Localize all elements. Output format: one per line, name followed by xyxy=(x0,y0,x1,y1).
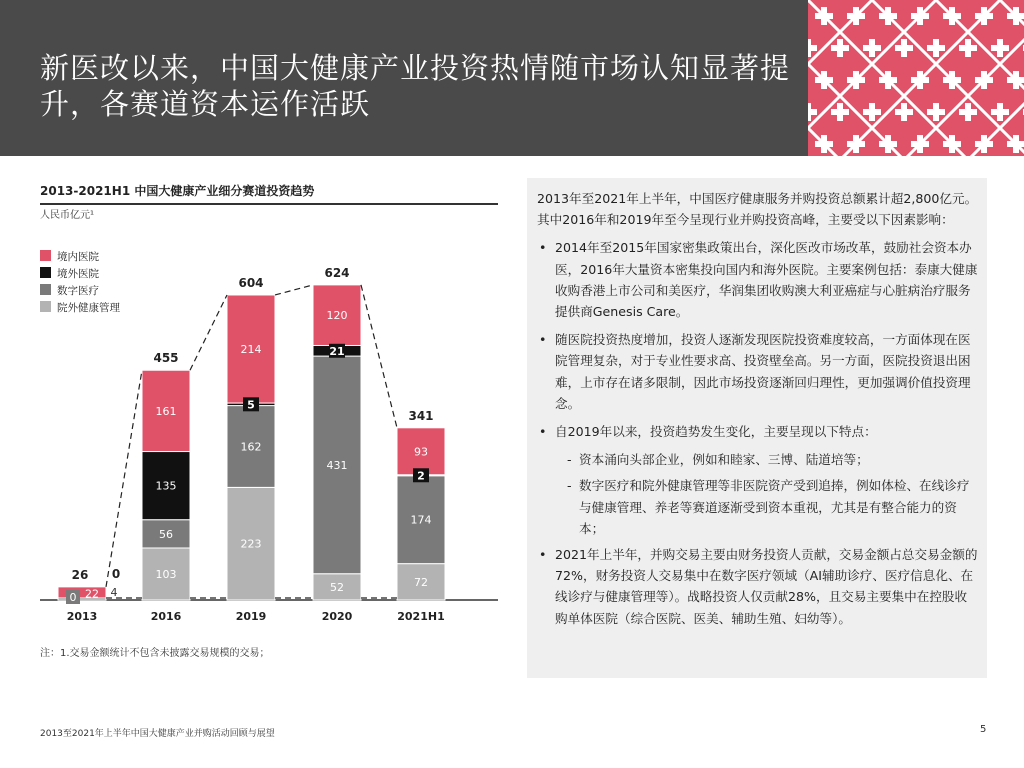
x-tick-label: 2020 xyxy=(321,610,353,623)
chart-unit-label: 人民币亿元¹ xyxy=(40,210,95,221)
segment-value-label: 223 xyxy=(240,537,262,551)
connector-line xyxy=(361,285,397,428)
segment-value-label: 21 xyxy=(329,344,345,358)
segment-value-label: 72 xyxy=(414,575,428,589)
bar-total-label: 604 xyxy=(238,275,264,290)
segment-value-label: 2 xyxy=(417,469,425,483)
segment-value-label: 214 xyxy=(240,343,262,357)
segment-value-label: 0 xyxy=(69,591,77,604)
segment-value-label: 52 xyxy=(330,580,344,594)
bullet-trend-change: • 自2019年以来，投资趋势发生变化，主要呈现以下特点： xyxy=(537,421,979,442)
x-tick-label: 2021H1 xyxy=(397,610,445,623)
subbullet-non-hospital-assets: - 数字医疗和院外健康管理等非医院资产受到追捧，例如体检、在线诊疗与健康管理、养老等赛道逐渐受到资本重视，尤其是有整合能力的资本； xyxy=(537,475,979,539)
bullet-hospital-difficulty: • 随医院投资热度增加，投资人逐渐发现医院投资难度较高，一方面体现在医院管理复杂，对于专业性要求高、投资壁垒高。另一方面，医院投资退出困难，上市存在诸多限制，因此市场投资逐渐回归理性，更加强调价值投资理念。 xyxy=(537,329,979,414)
segment-value-label: 22 xyxy=(85,587,99,601)
bar-total-label: 624 xyxy=(324,265,350,280)
segment-value-label: 174 xyxy=(410,513,432,527)
segment-value-label: 431 xyxy=(326,458,348,472)
segment-value-label: 5 xyxy=(247,398,255,412)
bar-total-label: 455 xyxy=(153,351,179,366)
page-number: 5 xyxy=(980,724,987,735)
commentary-panel xyxy=(527,178,987,678)
connector-line xyxy=(106,370,142,587)
bar-total-label: 341 xyxy=(408,408,434,423)
subbullet-head-enterprises: - 资本涌向头部企业，例如和睦家、三博、陆道培等； xyxy=(537,449,979,470)
legend-label: 数字医疗 xyxy=(57,285,99,297)
segment-value-label: 56 xyxy=(159,527,173,541)
legend-label: 院外健康管理 xyxy=(57,302,120,314)
x-tick-label: 2013 xyxy=(66,610,98,623)
legend-swatch xyxy=(40,301,51,312)
x-tick-label: 2019 xyxy=(235,610,267,623)
segment-value-label: 103 xyxy=(155,567,177,581)
legend-swatch xyxy=(40,284,51,295)
bullet-policy: • 2014年至2015年国家密集政策出台，深化医改市场改革，鼓励社会资本办医，2016年大量资本密集投向国内和海外医院。主要案例包括：泰康大健康收购香港上市公司和美医疗，华润集团收购澳大利亚癌症与心脏病治疗服务提供商Genesis Care。 xyxy=(537,237,979,322)
footer-text: 2013至2021年上半年中国大健康产业并购活动回顾与展望 xyxy=(40,729,275,739)
chart-footnote: 注：1.交易金额统计不包含未披露交易规模的交易； xyxy=(40,648,270,659)
segment-value-label: 93 xyxy=(414,445,428,459)
bar-total-label: 26 xyxy=(71,567,89,582)
panel-intro: 2013年至2021年上半年，中国医疗健康服务并购投资总额累计超2,800亿元。其中2016年和2019年至今呈现行业并购投资高峰，主要受以下因素影响： xyxy=(537,191,978,228)
segment-value-label: 120 xyxy=(326,309,348,323)
chart-title: 2013-2021H1 中国大健康产业细分赛道投资趋势 xyxy=(40,182,498,205)
legend-label: 境内医院 xyxy=(57,251,99,263)
legend-label: 境外医院 xyxy=(57,268,99,280)
connector-line xyxy=(190,295,227,370)
x-tick-label: 2016 xyxy=(150,610,182,623)
legend-swatch xyxy=(40,250,51,261)
segment-value-label: 161 xyxy=(155,404,177,418)
stacked-bar-chart xyxy=(0,230,510,640)
cross-pattern-decoration xyxy=(808,0,1024,156)
connector-line xyxy=(275,285,313,295)
header-band xyxy=(0,0,808,156)
page-title: 新医改以来，中国大健康产业投资热情随市场认知显著提升，各赛道资本运作活跃 xyxy=(40,51,791,121)
segment-value-label: 135 xyxy=(155,479,177,493)
legend-swatch xyxy=(40,267,51,278)
bar-zero-label: 0 xyxy=(111,567,121,581)
bullet-2021h1: • 2021年上半年，并购交易主要由财务投资人贡献，交易金额占总交易金额的72%，财务投资人交易集中在数字医疗领域（AI辅助诊疗、医疗信息化、在线诊疗与健康管理等）。战略投资人仅贡献28%，且交易主要集中在控股收购单体医院（综合医院、医美、辅助生殖、妇幼等）。 xyxy=(537,544,979,629)
segment-value-label: 162 xyxy=(240,440,262,454)
segment-value-label: 4 xyxy=(110,586,118,599)
